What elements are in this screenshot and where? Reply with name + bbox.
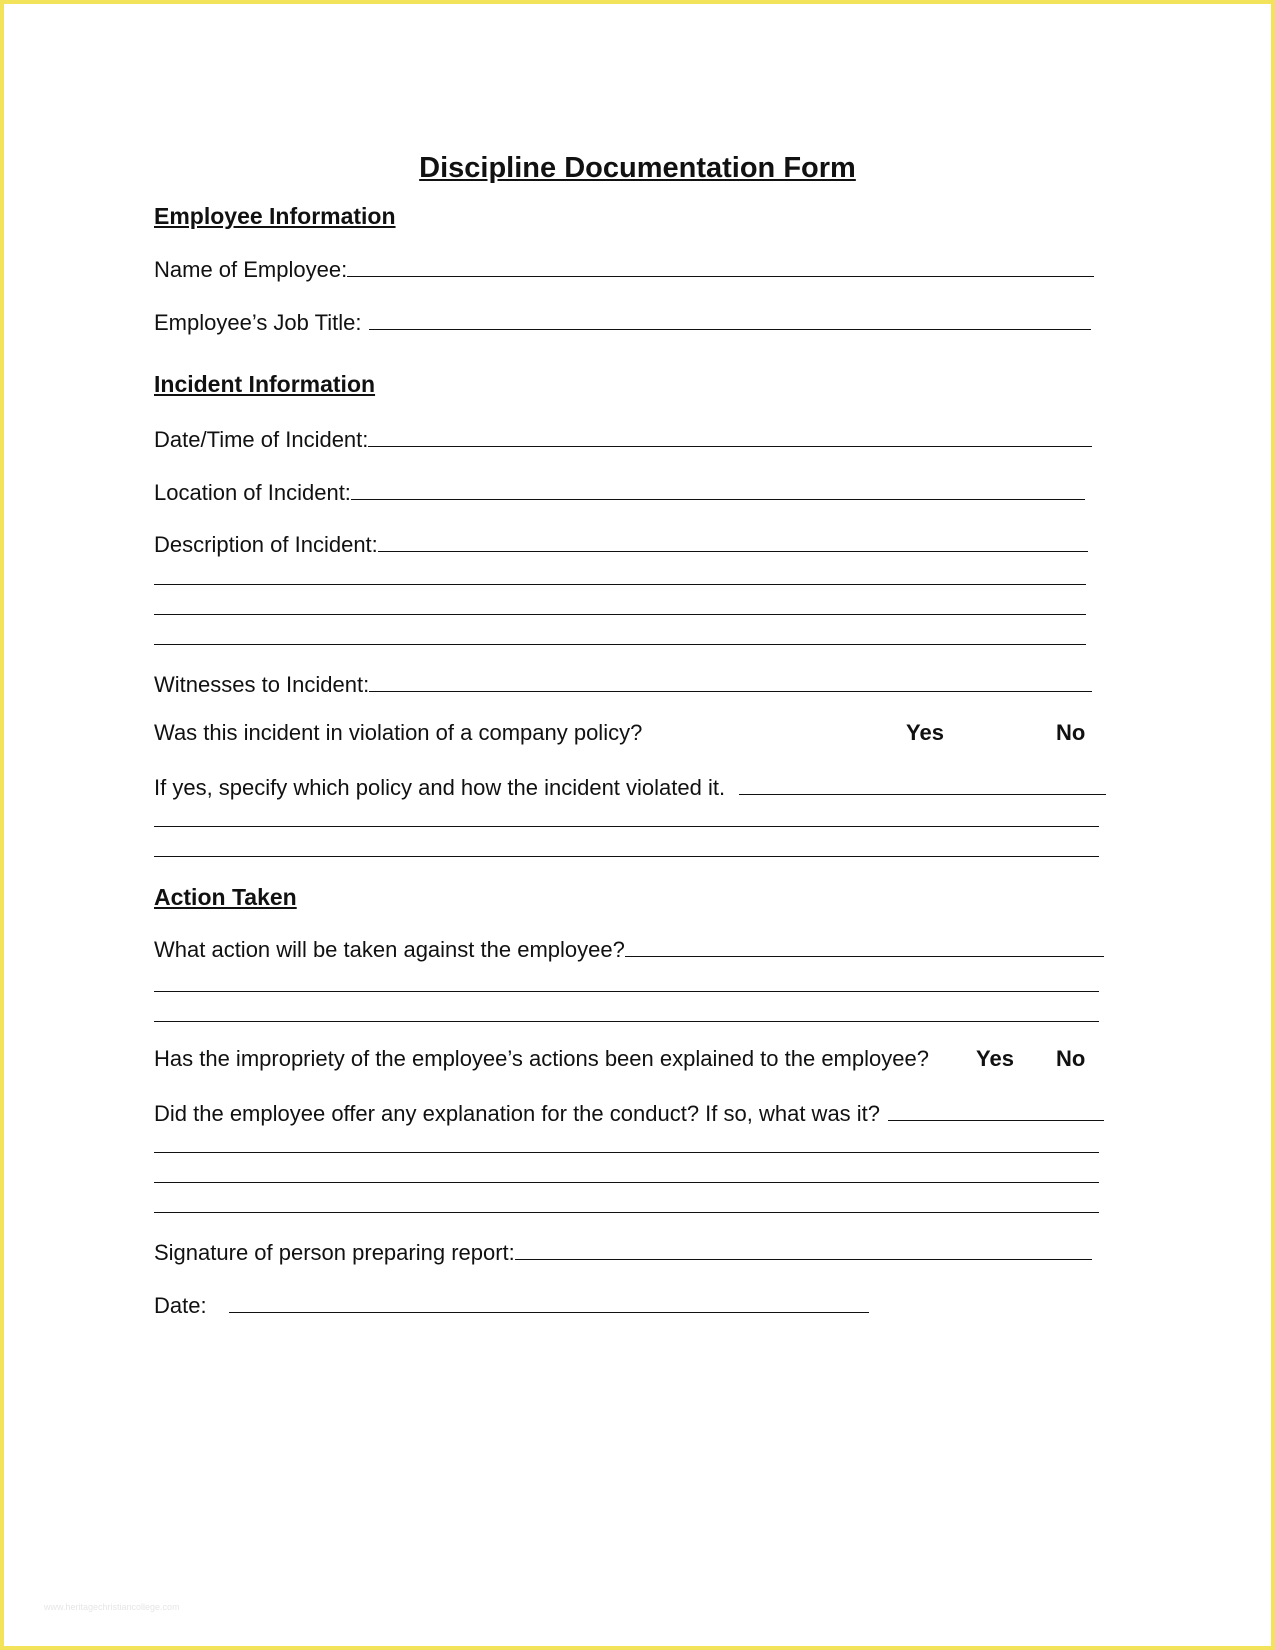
employee-name-line[interactable] bbox=[347, 254, 1094, 277]
description-blank-line[interactable] bbox=[154, 584, 1086, 585]
explanation-line[interactable] bbox=[888, 1098, 1104, 1121]
policy-specify-line[interactable] bbox=[739, 772, 1106, 795]
policy-blank-line[interactable] bbox=[154, 856, 1099, 857]
form-title: Discipline Documentation Form bbox=[419, 152, 856, 184]
policy-blank-line[interactable] bbox=[154, 826, 1099, 827]
incident-location-label: Location of Incident: bbox=[154, 480, 351, 505]
date-field[interactable] bbox=[154, 1290, 869, 1320]
employee-name-label: Name of Employee: bbox=[154, 257, 348, 282]
explained-yes-option[interactable]: Yes bbox=[976, 1046, 1014, 1071]
witnesses-field[interactable] bbox=[154, 669, 1092, 699]
action-field[interactable] bbox=[154, 934, 1104, 964]
witnesses-label: Witnesses to Incident: bbox=[154, 672, 370, 697]
action-blank-line[interactable] bbox=[154, 1021, 1099, 1022]
explained-no-option[interactable]: No bbox=[1056, 1046, 1086, 1071]
job-title-line[interactable] bbox=[369, 307, 1091, 330]
incident-datetime-line[interactable] bbox=[368, 424, 1092, 447]
explained-question: Has the impropriety of the employee’s actions been explained to the employee? bbox=[154, 1046, 929, 1071]
employee-name-field[interactable] bbox=[154, 254, 1094, 284]
signature-line[interactable] bbox=[515, 1237, 1092, 1260]
policy-no-option[interactable]: No bbox=[1056, 720, 1086, 745]
job-title-field[interactable] bbox=[154, 307, 1091, 337]
incident-description-line[interactable] bbox=[378, 529, 1088, 552]
incident-datetime-field[interactable] bbox=[154, 424, 1092, 454]
explanation-blank-line[interactable] bbox=[154, 1212, 1099, 1213]
incident-description-label: Description of Incident: bbox=[154, 532, 378, 557]
policy-yes-option[interactable]: Yes bbox=[906, 720, 944, 745]
description-blank-line[interactable] bbox=[154, 644, 1086, 645]
explanation-blank-line[interactable] bbox=[154, 1182, 1099, 1183]
date-label: Date: bbox=[154, 1293, 207, 1318]
watermark-text: www.heritagechristiancollege.com bbox=[44, 1602, 180, 1612]
incident-location-field[interactable] bbox=[154, 477, 1085, 507]
action-blank-line[interactable] bbox=[154, 991, 1099, 992]
signature-field[interactable] bbox=[154, 1237, 1092, 1267]
explanation-label: Did the employee offer any explanation for the conduct? If so, what was it? bbox=[154, 1101, 881, 1126]
policy-specify-field[interactable] bbox=[154, 772, 1106, 802]
incident-datetime-label: Date/Time of Incident: bbox=[154, 427, 369, 452]
witnesses-line[interactable] bbox=[369, 669, 1092, 692]
section-heading-incident: Incident Information bbox=[154, 371, 376, 397]
incident-location-line[interactable] bbox=[351, 477, 1085, 500]
action-label: What action will be taken against the employee? bbox=[154, 937, 625, 962]
explanation-field[interactable] bbox=[154, 1098, 1104, 1128]
explanation-blank-line[interactable] bbox=[154, 1152, 1099, 1153]
section-heading-employee: Employee Information bbox=[154, 203, 396, 229]
section-heading-action: Action Taken bbox=[154, 884, 297, 910]
signature-label: Signature of person preparing report: bbox=[154, 1240, 515, 1265]
policy-violation-question: Was this incident in violation of a company policy? bbox=[154, 720, 643, 745]
date-line[interactable] bbox=[229, 1290, 869, 1313]
incident-description-field[interactable] bbox=[154, 529, 1088, 559]
job-title-label: Employee’s Job Title: bbox=[154, 310, 362, 335]
description-blank-line[interactable] bbox=[154, 614, 1086, 615]
policy-specify-label: If yes, specify which policy and how the incident violated it. bbox=[154, 775, 726, 800]
action-line[interactable] bbox=[625, 934, 1104, 957]
